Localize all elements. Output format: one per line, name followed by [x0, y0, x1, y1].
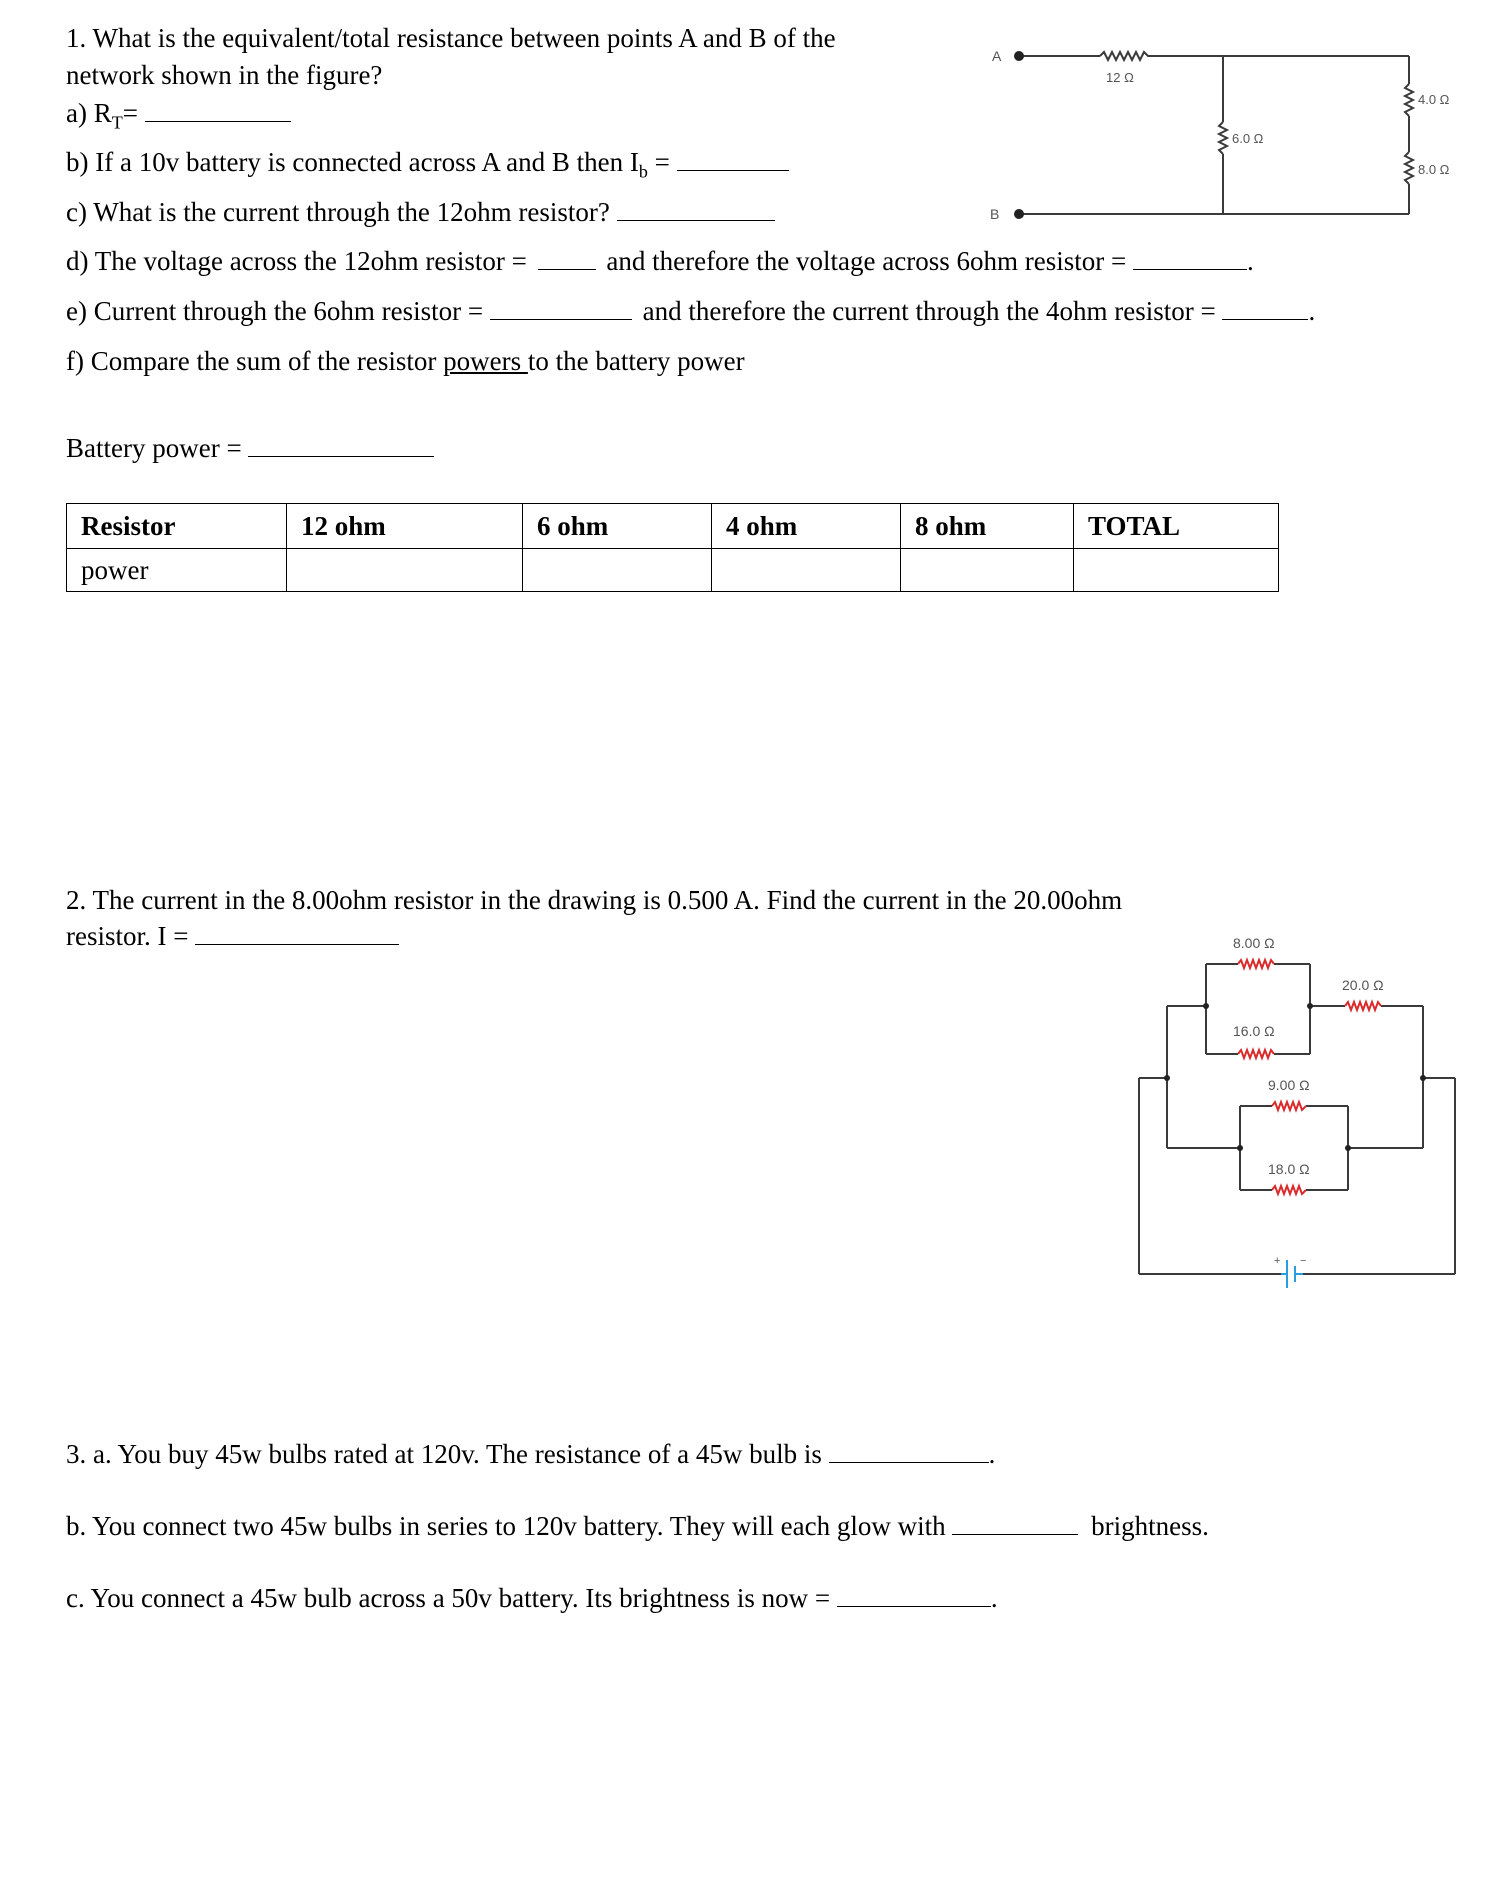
table-header-cell: 4 ohm: [712, 504, 901, 549]
q1-d-period: .: [1246, 246, 1254, 276]
q1-b-subscript: b: [638, 161, 648, 182]
circuit1-12ohm-label: 12 Ω: [1106, 70, 1134, 85]
circuit2-9ohm-label: 9.00 Ω: [1268, 1077, 1310, 1093]
circuit1-point-a-label: A: [992, 48, 1002, 64]
q1-d-mid-text: and therefore the voltage across 6ohm resistor =: [606, 246, 1127, 276]
circuit2-8ohm-label: 8.00 Ω: [1233, 935, 1275, 951]
q3-c-answer-blank[interactable]: [837, 1584, 991, 1607]
q3-a-answer-blank[interactable]: [829, 1440, 989, 1463]
q3-b-end-text: brightness.: [1091, 1511, 1209, 1541]
q3-part-b: [66, 1510, 1209, 1542]
circuit2-16ohm-label: 16.0 Ω: [1233, 1023, 1275, 1039]
q1-f-text-end: to the battery power: [527, 346, 745, 376]
q3-a-period: .: [988, 1439, 996, 1469]
q1-intro-line1: 1. What is the equivalent/total resistance between points A and B of the: [66, 23, 836, 53]
circuit1-point-b-label: B: [990, 206, 1000, 222]
table-header-cell: 12 ohm: [287, 504, 523, 549]
table-header-cell: Resistor: [67, 504, 287, 549]
circuit2-18ohm-label: 18.0 Ω: [1268, 1161, 1310, 1177]
q1-intro-line2: network shown in the figure?: [66, 60, 383, 90]
q1-e-text: e) Current through the 6ohm resistor =: [66, 296, 484, 326]
battery-minus-label: −: [1300, 1255, 1307, 1267]
circuit1-4ohm-label: 4.0 Ω: [1418, 92, 1450, 107]
battery-plus-label: +: [1274, 1255, 1281, 1267]
q1-a-equals: =: [122, 98, 138, 128]
q1-e-mid-text: and therefore the current through the 4ohm resistor =: [642, 296, 1216, 326]
circuit1-8ohm-label: 8.0 Ω: [1418, 162, 1450, 177]
battery-power-label: Battery power =: [66, 433, 242, 463]
q1-c-text: c) What is the current through the 12ohm resistor?: [66, 197, 610, 227]
q2-prompt: resistor. I =: [66, 921, 189, 951]
table-header-cell: 6 ohm: [523, 504, 712, 549]
q1-f-text: f) Compare the sum of the resistor: [66, 346, 444, 376]
table-header-cell: 8 ohm: [901, 504, 1074, 549]
q1-a-prefix: a) R: [66, 98, 112, 128]
q1-d-text: d) The voltage across the 12ohm resistor =: [66, 246, 527, 276]
q1-b-prefix: b) If a 10v battery is connected across A and B then I: [66, 147, 639, 177]
q3-a-text: 3. a. You buy 45w bulbs rated at 120v. The resistance of a 45w bulb is: [66, 1439, 822, 1469]
circuit2-20ohm-label: 20.0 Ω: [1342, 977, 1384, 993]
table-header-cell: TOTAL: [1074, 504, 1279, 549]
q1-a-subscript: T: [111, 112, 123, 133]
q2-line1: 2. The current in the 8.00ohm resistor in the drawing is 0.500 A. Find the current in the 20.00ohm: [66, 885, 1123, 915]
q3-b-text: b. You connect two 45w bulbs in series to 120v battery. They will each glow with: [66, 1511, 946, 1541]
q1-e-period: .: [1308, 296, 1316, 326]
circuit1-6ohm-label: 6.0 Ω: [1232, 131, 1264, 146]
q3-part-c: [66, 1582, 998, 1614]
q1-b-equals: =: [647, 147, 670, 177]
table-row-label: power: [67, 549, 287, 592]
q3-c-text: c. You connect a 45w bulb across a 50v battery. Its brightness is now =: [66, 1583, 831, 1613]
q1-f-underlined-word: powers: [443, 346, 528, 376]
q3-b-answer-blank[interactable]: [952, 1512, 1078, 1535]
q3-part-a: [66, 1438, 995, 1470]
q3-c-period: .: [990, 1583, 998, 1613]
